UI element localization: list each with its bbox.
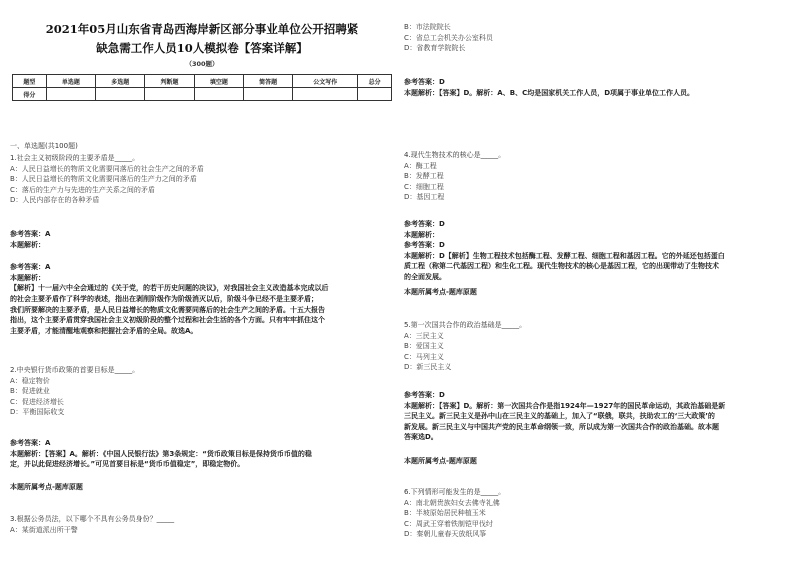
- answer-label: 参考答案：D: [404, 391, 445, 399]
- score-cell: 题型: [13, 75, 47, 88]
- answer-label: 参考答案：A: [10, 263, 51, 272]
- score-cell: [96, 88, 145, 101]
- score-cell: [194, 88, 243, 101]
- option-b: B：半坡原始居民种植玉米: [404, 509, 486, 518]
- option-a: A：稳定物价: [10, 376, 50, 385]
- explanation-line: 新发展。新三民主义与中国共产党的民主革命纲领一致，所以成为第一次国共合作的政治基础。故本题: [404, 422, 719, 431]
- explanation-line: 的全面发展。: [404, 272, 446, 281]
- score-table: [12, 74, 392, 101]
- explanation-line: 指出，这个主要矛盾贯穿我国社会主义初级阶段的整个过程和社会生活的各个方面。只有牢牢抓住这个: [10, 316, 325, 325]
- option-d: D：新三民主义: [404, 363, 452, 372]
- answer-label: 参考答案：A: [10, 439, 51, 447]
- score-cell: 总分: [358, 75, 392, 88]
- analysis-label: 本题解析：: [10, 240, 45, 249]
- answer-label: 参考答案：D: [404, 78, 445, 86]
- question-1: [10, 153, 396, 206]
- option-b: B：市法院院长: [404, 23, 451, 31]
- explanation-line: 本题解析：【答案】A。解析：《中国人民银行法》第3条规定：“货币政策目标是保持货币币值的稳: [10, 449, 312, 458]
- option-c: C：促进经济增长: [10, 397, 64, 406]
- score-cell: 得分: [13, 88, 47, 101]
- question-6: [404, 487, 794, 540]
- score-cell: 公文写作: [293, 75, 358, 88]
- score-cell: 简答题: [244, 75, 293, 88]
- answer-block-2: [10, 438, 396, 470]
- option-a: A：南北朝贵族妇女去佛寺礼佛: [404, 498, 500, 507]
- score-cell: 填空题: [194, 75, 243, 88]
- score-cell: [46, 88, 95, 101]
- explanation-line: 我们所要解决的主要矛盾，是人民日益增长的物质文化需要同落后的社会生产之间的矛盾。十五大报告: [10, 305, 325, 314]
- explanation-line: 质工程（称第二代基因工程）和生化工程。现代生物技术的核心是基因工程，它的出现带动了生物技术: [404, 262, 719, 271]
- option-c: C：周武王穿着铁制铠甲伐纣: [404, 519, 493, 528]
- option-d: D：人民内部存在的各种矛盾: [10, 196, 100, 205]
- question-stem: 1.社会主义初级阶段的主要矛盾是_____。: [10, 154, 140, 162]
- question-stem: 5.第一次国共合作的政治基础是_____。: [404, 321, 527, 329]
- explanation-line: 本题解析：【答案】D。解析：A、B、C均是国家机关工作人员，D项属于事业单位工作人员。: [404, 88, 695, 97]
- question-stem: 6.下列情形可能发生的是_____。: [404, 488, 506, 496]
- answer-label: 参考答案：D: [404, 241, 445, 250]
- answer-label: 参考答案：A: [10, 230, 51, 238]
- option-b: B：促进就业: [10, 387, 50, 396]
- score-cell: [145, 88, 194, 101]
- points-label: 本题所属考点-题库原题: [404, 288, 477, 296]
- answer-block-5: [404, 390, 794, 443]
- option-a: A：某街道派出所干警: [10, 525, 78, 534]
- option-a: A：人民日益增长的物质文化需要同落后的社会生产之间的矛盾: [10, 164, 204, 173]
- score-cell: [358, 88, 392, 101]
- score-table-score-row: [13, 88, 392, 101]
- option-c: C：细胞工程: [404, 182, 444, 191]
- exam-subtitle: （300题）: [185, 60, 219, 68]
- score-cell: [293, 88, 358, 101]
- explanation-line: 【解析】十一届六中全会通过的《关于党，的若干历史问题的决议》，对我国社会主义改造基本完成以后: [10, 284, 329, 293]
- analysis-label: 本题解析：: [10, 273, 45, 282]
- exam-title-line1: 2021年05月山东省青岛西海岸新区部分事业单位公开招聘紧: [45, 22, 359, 36]
- explanation-line: 的社会主要矛盾作了科学的表述，指出在剥削阶级作为阶级消灭以后，阶级斗争已经不是主要矛盾；: [10, 294, 318, 303]
- option-c: C：落后的生产力与先进的生产关系之间的矛盾: [10, 185, 155, 194]
- section-title: 一、单选题(共100题): [10, 142, 78, 150]
- option-b: B：发酵工程: [404, 172, 444, 181]
- option-d: D：基因工程: [404, 193, 445, 202]
- analysis-label: 本题解析：: [404, 230, 439, 239]
- points-label: 本题所属考点-题库原题: [10, 483, 83, 491]
- question-5: [404, 320, 794, 373]
- option-b: B：人民日益增长的物质文化需要同落后的生产力之间的矛盾: [10, 175, 197, 184]
- answer-label: 参考答案：D: [404, 220, 445, 228]
- explanation-line: 主要矛盾，才能清醒地观察和把握社会矛盾的全局。故选A。: [10, 326, 198, 335]
- score-cell: [244, 88, 293, 101]
- left-column: [8, 0, 396, 534]
- score-table-header-row: [13, 75, 392, 88]
- score-cell: 判断题: [145, 75, 194, 88]
- option-a: A：三民主义: [404, 331, 444, 340]
- answer-block-4: [404, 219, 794, 283]
- question-2: [10, 365, 396, 418]
- answer-block-3: [404, 77, 794, 98]
- question-3: [10, 514, 396, 535]
- question-stem: 3.根据公务员法，以下哪个不具有公务员身份？_____: [10, 515, 175, 523]
- option-c: C：省总工会机关办公室科员: [404, 33, 493, 42]
- explanation-line: 本题解析：D【解析】生物工程技术包括酶工程、发酵工程、细胞工程和基因工程。它的外延还包括蛋白: [404, 251, 725, 260]
- question-stem: 2.中央银行货币政策的首要目标是_____。: [10, 366, 140, 374]
- option-a: A：酶工程: [404, 161, 437, 170]
- explanation-line: 答案选D。: [404, 433, 438, 442]
- score-cell: 单选题: [46, 75, 95, 88]
- explanation-line: 定，并以此促进经济增长。”可见首要目标是“货币币值稳定”，即稳定物价。: [10, 460, 245, 469]
- option-d: D：省教育学院院长: [404, 44, 466, 53]
- exam-title-line2: 缺急需工作人员10人模拟卷【答案详解】: [96, 41, 308, 55]
- question-4: [404, 150, 794, 203]
- question-3-continued: [404, 22, 794, 54]
- question-stem: 4.现代生物技术的核心是_____。: [404, 151, 506, 159]
- option-b: B：爱国主义: [404, 342, 444, 351]
- explanation-line: 三民主义。新三民主义是孙中山在三民主义的基础上，加入了“联俄，联共，扶助农工的‘三大政策’的: [404, 412, 715, 421]
- points-label: 本题所属考点-题库原题: [404, 457, 477, 465]
- score-cell: 多选题: [96, 75, 145, 88]
- option-c: C：马列主义: [404, 352, 444, 361]
- option-d: D：秦朝儿童春天放纸风筝: [404, 530, 487, 539]
- option-d: D：平衡国际收支: [10, 408, 65, 417]
- explanation-line: 本题解析：【答案】D。解析：第一次国共合作是指1924年—1927年的国民革命运动，其政治基础是新: [404, 401, 726, 410]
- answer-block-1: [10, 229, 396, 336]
